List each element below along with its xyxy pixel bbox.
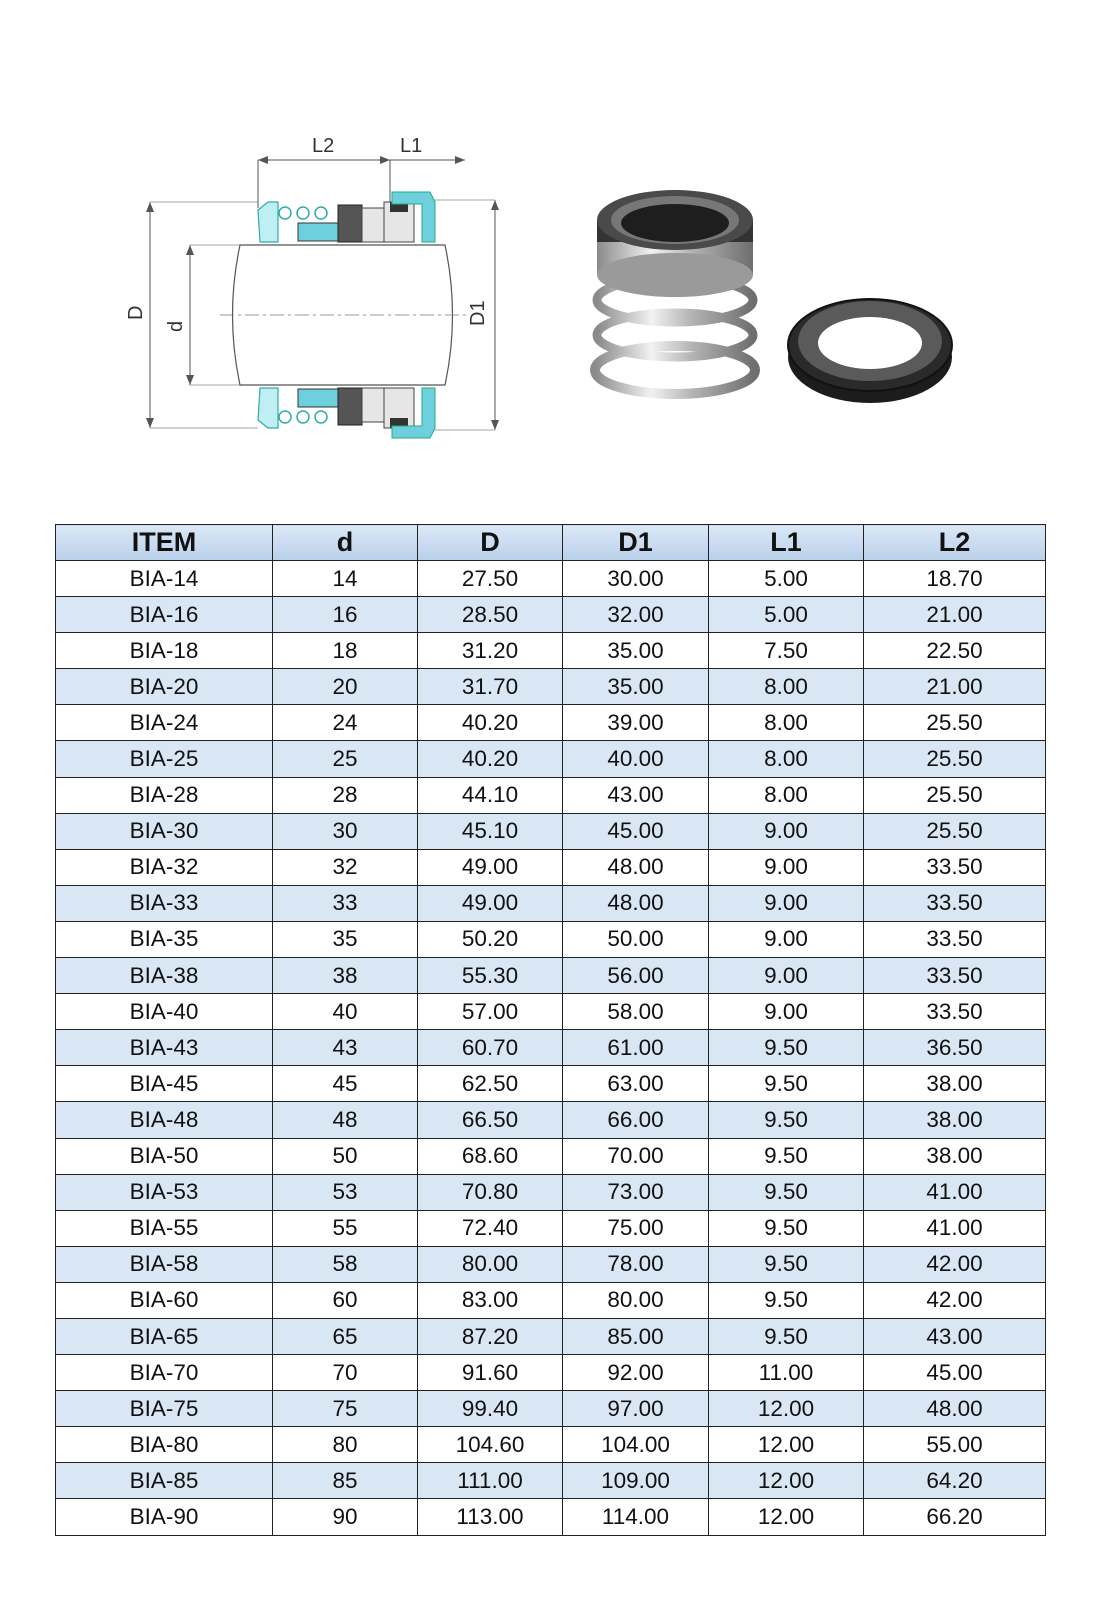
- table-cell: 25.50: [864, 705, 1046, 741]
- table-row: [56, 1210, 1046, 1246]
- table-row: [56, 885, 1046, 921]
- table-cell: 12.00: [709, 1463, 864, 1499]
- table-cell: 25.50: [864, 741, 1046, 777]
- table-cell: 99.40: [418, 1391, 563, 1427]
- table-cell: BIA-18: [56, 633, 273, 669]
- table-cell: 48.00: [563, 849, 709, 885]
- table-cell: 31.20: [418, 633, 563, 669]
- table-cell: 25.50: [864, 777, 1046, 813]
- table-cell: 9.50: [709, 1174, 864, 1210]
- table-cell: 65: [273, 1318, 418, 1354]
- table-cell: 75: [273, 1391, 418, 1427]
- table-cell: 9.50: [709, 1102, 864, 1138]
- table-row: [56, 669, 1046, 705]
- table-cell: 66.50: [418, 1102, 563, 1138]
- table-row: [56, 561, 1046, 597]
- seal-cross-section-drawing: [100, 120, 520, 480]
- table-cell: 43: [273, 1030, 418, 1066]
- table-cell: 50.20: [418, 921, 563, 957]
- table-cell: 72.40: [418, 1210, 563, 1246]
- table-cell: BIA-50: [56, 1138, 273, 1174]
- table-cell: 58.00: [563, 994, 709, 1030]
- table-cell: 33: [273, 885, 418, 921]
- table-cell: 31.70: [418, 669, 563, 705]
- table-cell: 50: [273, 1138, 418, 1174]
- table-cell: 11.00: [709, 1355, 864, 1391]
- table-cell: 97.00: [563, 1391, 709, 1427]
- table-cell: 49.00: [418, 849, 563, 885]
- table-cell: 68.60: [418, 1138, 563, 1174]
- table-cell: BIA-40: [56, 994, 273, 1030]
- table-cell: 66.00: [563, 1102, 709, 1138]
- table-cell: 8.00: [709, 777, 864, 813]
- table-cell: 28.50: [418, 597, 563, 633]
- table-cell: 70.80: [418, 1174, 563, 1210]
- table-cell: 9.50: [709, 1282, 864, 1318]
- spec-table: [55, 524, 1046, 1536]
- table-cell: 73.00: [563, 1174, 709, 1210]
- table-row: [56, 958, 1046, 994]
- table-cell: 38.00: [864, 1102, 1046, 1138]
- table-cell: 85: [273, 1463, 418, 1499]
- table-cell: 9.00: [709, 813, 864, 849]
- table-cell: BIA-53: [56, 1174, 273, 1210]
- column-header: d: [273, 525, 418, 561]
- table-cell: 38.00: [864, 1138, 1046, 1174]
- table-row: [56, 1102, 1046, 1138]
- table-cell: 35.00: [563, 669, 709, 705]
- table-cell: BIA-32: [56, 849, 273, 885]
- table-cell: 8.00: [709, 705, 864, 741]
- table-cell: 66.20: [864, 1499, 1046, 1535]
- table-cell: 5.00: [709, 597, 864, 633]
- table-cell: 80.00: [563, 1282, 709, 1318]
- table-cell: 30: [273, 813, 418, 849]
- table-row: [56, 1174, 1046, 1210]
- table-cell: 9.50: [709, 1210, 864, 1246]
- label-D1: D1: [467, 300, 489, 326]
- table-cell: 32: [273, 849, 418, 885]
- table-cell: 35: [273, 921, 418, 957]
- table-cell: BIA-24: [56, 705, 273, 741]
- table-cell: 48: [273, 1102, 418, 1138]
- table-cell: 41.00: [864, 1174, 1046, 1210]
- table-row: [56, 1355, 1046, 1391]
- table-cell: 16: [273, 597, 418, 633]
- table-cell: 33.50: [864, 849, 1046, 885]
- column-header: D1: [563, 525, 709, 561]
- table-cell: 58: [273, 1246, 418, 1282]
- table-row: [56, 849, 1046, 885]
- table-cell: 60.70: [418, 1030, 563, 1066]
- table-cell: 33.50: [864, 994, 1046, 1030]
- table-cell: 9.00: [709, 849, 864, 885]
- table-cell: 40.20: [418, 705, 563, 741]
- table-cell: 9.50: [709, 1030, 864, 1066]
- table-cell: 35.00: [563, 633, 709, 669]
- table-cell: 104.00: [563, 1427, 709, 1463]
- table-cell: 36.50: [864, 1030, 1046, 1066]
- table-cell: BIA-70: [56, 1355, 273, 1391]
- table-cell: 63.00: [563, 1066, 709, 1102]
- table-row: [56, 1427, 1046, 1463]
- table-cell: 28: [273, 777, 418, 813]
- table-cell: BIA-33: [56, 885, 273, 921]
- table-row: [56, 1463, 1046, 1499]
- table-cell: 33.50: [864, 885, 1046, 921]
- table-header-row: [56, 525, 1046, 561]
- table-cell: 25.50: [864, 813, 1046, 849]
- table-cell: 61.00: [563, 1030, 709, 1066]
- table-cell: BIA-65: [56, 1318, 273, 1354]
- table-cell: 85.00: [563, 1318, 709, 1354]
- table-cell: 33.50: [864, 958, 1046, 994]
- table-row: [56, 777, 1046, 813]
- table-cell: 18: [273, 633, 418, 669]
- table-row: [56, 1318, 1046, 1354]
- table-row: [56, 813, 1046, 849]
- table-cell: 60: [273, 1282, 418, 1318]
- table-cell: 109.00: [563, 1463, 709, 1499]
- table-row: [56, 1138, 1046, 1174]
- table-cell: BIA-55: [56, 1210, 273, 1246]
- table-cell: BIA-30: [56, 813, 273, 849]
- table-cell: 25: [273, 741, 418, 777]
- table-row: [56, 705, 1046, 741]
- table-cell: BIA-20: [56, 669, 273, 705]
- table-cell: 45.00: [563, 813, 709, 849]
- table-cell: 32.00: [563, 597, 709, 633]
- table-cell: 38.00: [864, 1066, 1046, 1102]
- table-cell: 20: [273, 669, 418, 705]
- table-cell: 12.00: [709, 1391, 864, 1427]
- table-cell: 9.00: [709, 885, 864, 921]
- table-cell: 48.00: [864, 1391, 1046, 1427]
- table-cell: 40: [273, 994, 418, 1030]
- table-row: [56, 921, 1046, 957]
- table-cell: 33.50: [864, 921, 1046, 957]
- table-cell: 5.00: [709, 561, 864, 597]
- table-cell: 9.50: [709, 1318, 864, 1354]
- table-cell: 53: [273, 1174, 418, 1210]
- table-cell: 9.00: [709, 921, 864, 957]
- table-cell: 12.00: [709, 1427, 864, 1463]
- table-cell: 30.00: [563, 561, 709, 597]
- table-cell: 104.60: [418, 1427, 563, 1463]
- table-cell: 75.00: [563, 1210, 709, 1246]
- table-cell: 8.00: [709, 669, 864, 705]
- table-cell: 55.30: [418, 958, 563, 994]
- table-cell: 55: [273, 1210, 418, 1246]
- table-cell: BIA-85: [56, 1463, 273, 1499]
- table-row: [56, 1030, 1046, 1066]
- table-row: [56, 1282, 1046, 1318]
- label-d: d: [165, 320, 187, 332]
- table-row: [56, 741, 1046, 777]
- table-cell: 24: [273, 705, 418, 741]
- table-cell: 38: [273, 958, 418, 994]
- table-cell: 39.00: [563, 705, 709, 741]
- table-cell: 40.00: [563, 741, 709, 777]
- table-cell: BIA-75: [56, 1391, 273, 1427]
- table-cell: 9.50: [709, 1246, 864, 1282]
- table-cell: BIA-58: [56, 1246, 273, 1282]
- table-cell: 111.00: [418, 1463, 563, 1499]
- table-cell: 21.00: [864, 669, 1046, 705]
- table-cell: 40.20: [418, 741, 563, 777]
- table-cell: BIA-28: [56, 777, 273, 813]
- table-cell: 27.50: [418, 561, 563, 597]
- table-cell: 83.00: [418, 1282, 563, 1318]
- table-row: [56, 633, 1046, 669]
- table-cell: 43.00: [563, 777, 709, 813]
- mechanical-seal-photo: [585, 165, 985, 425]
- table-row: [56, 1066, 1046, 1102]
- table-row: [56, 994, 1046, 1030]
- table-cell: 91.60: [418, 1355, 563, 1391]
- table-cell: 113.00: [418, 1499, 563, 1535]
- table-cell: 43.00: [864, 1318, 1046, 1354]
- table-cell: 45.00: [864, 1355, 1046, 1391]
- table-cell: BIA-38: [56, 958, 273, 994]
- table-cell: BIA-14: [56, 561, 273, 597]
- table-cell: 44.10: [418, 777, 563, 813]
- table-cell: 48.00: [563, 885, 709, 921]
- table-cell: 9.00: [709, 994, 864, 1030]
- table-cell: BIA-35: [56, 921, 273, 957]
- column-header: L1: [709, 525, 864, 561]
- table-cell: 49.00: [418, 885, 563, 921]
- table-cell: 42.00: [864, 1282, 1046, 1318]
- table-cell: BIA-45: [56, 1066, 273, 1102]
- table-cell: 56.00: [563, 958, 709, 994]
- table-cell: 45: [273, 1066, 418, 1102]
- table-cell: 70.00: [563, 1138, 709, 1174]
- table-cell: BIA-25: [56, 741, 273, 777]
- table-cell: 9.00: [709, 958, 864, 994]
- table-cell: 9.50: [709, 1138, 864, 1174]
- table-cell: 7.50: [709, 633, 864, 669]
- table-cell: 114.00: [563, 1499, 709, 1535]
- table-cell: 22.50: [864, 633, 1046, 669]
- table-cell: 14: [273, 561, 418, 597]
- table-cell: 9.50: [709, 1066, 864, 1102]
- table-cell: BIA-90: [56, 1499, 273, 1535]
- table-cell: 64.20: [864, 1463, 1046, 1499]
- table-cell: 41.00: [864, 1210, 1046, 1246]
- table-cell: BIA-48: [56, 1102, 273, 1138]
- label-L1: L1: [400, 135, 423, 157]
- table-cell: 80: [273, 1427, 418, 1463]
- table-cell: 55.00: [864, 1427, 1046, 1463]
- table-cell: 78.00: [563, 1246, 709, 1282]
- table-cell: BIA-60: [56, 1282, 273, 1318]
- table-cell: 21.00: [864, 597, 1046, 633]
- column-header: ITEM: [56, 525, 273, 561]
- table-row: [56, 597, 1046, 633]
- table-cell: 57.00: [418, 994, 563, 1030]
- column-header: D: [418, 525, 563, 561]
- table-cell: 42.00: [864, 1246, 1046, 1282]
- table-cell: 18.70: [864, 561, 1046, 597]
- table-cell: 90: [273, 1499, 418, 1535]
- table-cell: 12.00: [709, 1499, 864, 1535]
- table-cell: 80.00: [418, 1246, 563, 1282]
- table-cell: BIA-43: [56, 1030, 273, 1066]
- table-cell: BIA-16: [56, 597, 273, 633]
- table-cell: 50.00: [563, 921, 709, 957]
- table-row: [56, 1499, 1046, 1535]
- label-D: D: [125, 305, 147, 320]
- table-cell: 45.10: [418, 813, 563, 849]
- table-row: [56, 1391, 1046, 1427]
- table-cell: 92.00: [563, 1355, 709, 1391]
- table-cell: 70: [273, 1355, 418, 1391]
- label-L2: L2: [312, 135, 335, 157]
- table-row: [56, 1246, 1046, 1282]
- table-cell: 87.20: [418, 1318, 563, 1354]
- column-header: L2: [864, 525, 1046, 561]
- table-cell: BIA-80: [56, 1427, 273, 1463]
- table-cell: 8.00: [709, 741, 864, 777]
- table-cell: 62.50: [418, 1066, 563, 1102]
